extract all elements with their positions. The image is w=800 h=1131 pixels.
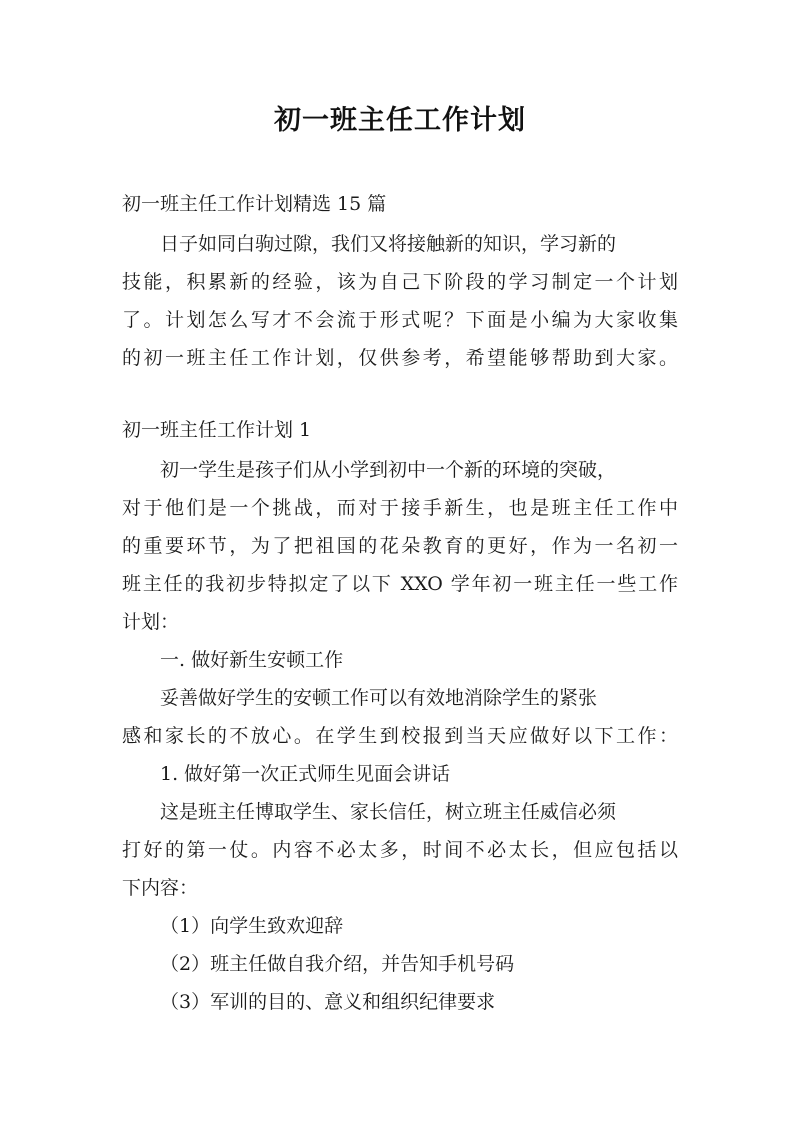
item-one-heading: 一. 做好新生安顿工作	[160, 649, 344, 671]
section-1-paragraph-line: 计划：	[122, 611, 180, 633]
section-1-paragraph-line: 的重要环节，为了把祖国的花朵教育的更好，作为一名初一	[122, 535, 678, 557]
intro-paragraph-line: 日子如同白驹过隙，我们又将接触新的知识，学习新的	[160, 233, 617, 255]
subitem-1-paragraph-line: 这是班主任博取学生、家长信任，树立班主任威信必须	[160, 801, 617, 823]
intro-paragraph-line: 的初一班主任工作计划，仅供参考，希望能够帮助到大家。	[122, 347, 678, 369]
subitem-1-paragraph-line: 下内容：	[122, 877, 199, 899]
intro-heading: 初一班主任工作计划精选 15 篇	[122, 193, 387, 215]
intro-paragraph-line: 技能，积累新的经验，该为自己下阶段的学习制定一个计划	[122, 271, 678, 293]
intro-paragraph-line: 了。计划怎么写才不会流于形式呢？下面是小编为大家收集	[122, 309, 678, 331]
section-1-paragraph-line: 班主任的我初步特拟定了以下 XXO 学年初一班主任一些工作	[122, 573, 678, 595]
item-one-paragraph-line: 感和家长的不放心。在学生到校报到当天应做好以下工作：	[122, 725, 678, 747]
list-item: （2）班主任做自我介绍，并告知手机号码	[160, 953, 515, 975]
item-one-paragraph-line: 妥善做好学生的安顿工作可以有效地消除学生的紧张	[160, 687, 598, 709]
subitem-1-heading: 1. 做好第一次正式师生见面会讲话	[160, 763, 451, 785]
section-1-heading: 初一班主任工作计划 1	[122, 419, 312, 441]
list-item: （1）向学生致欢迎辞	[160, 915, 344, 937]
subitem-1-paragraph-line: 打好的第一仗。内容不必太多，时间不必太长，但应包括以	[122, 839, 678, 861]
document-title: 初一班主任工作计划	[274, 105, 526, 136]
section-1-paragraph-line: 对于他们是一个挑战，而对于接手新生，也是班主任工作中	[122, 497, 678, 519]
list-item: （3）军训的目的、意义和组织纪律要求	[160, 991, 496, 1013]
section-1-paragraph-line: 初一学生是孩子们从小学到初中一个新的环境的突破，	[160, 459, 617, 481]
